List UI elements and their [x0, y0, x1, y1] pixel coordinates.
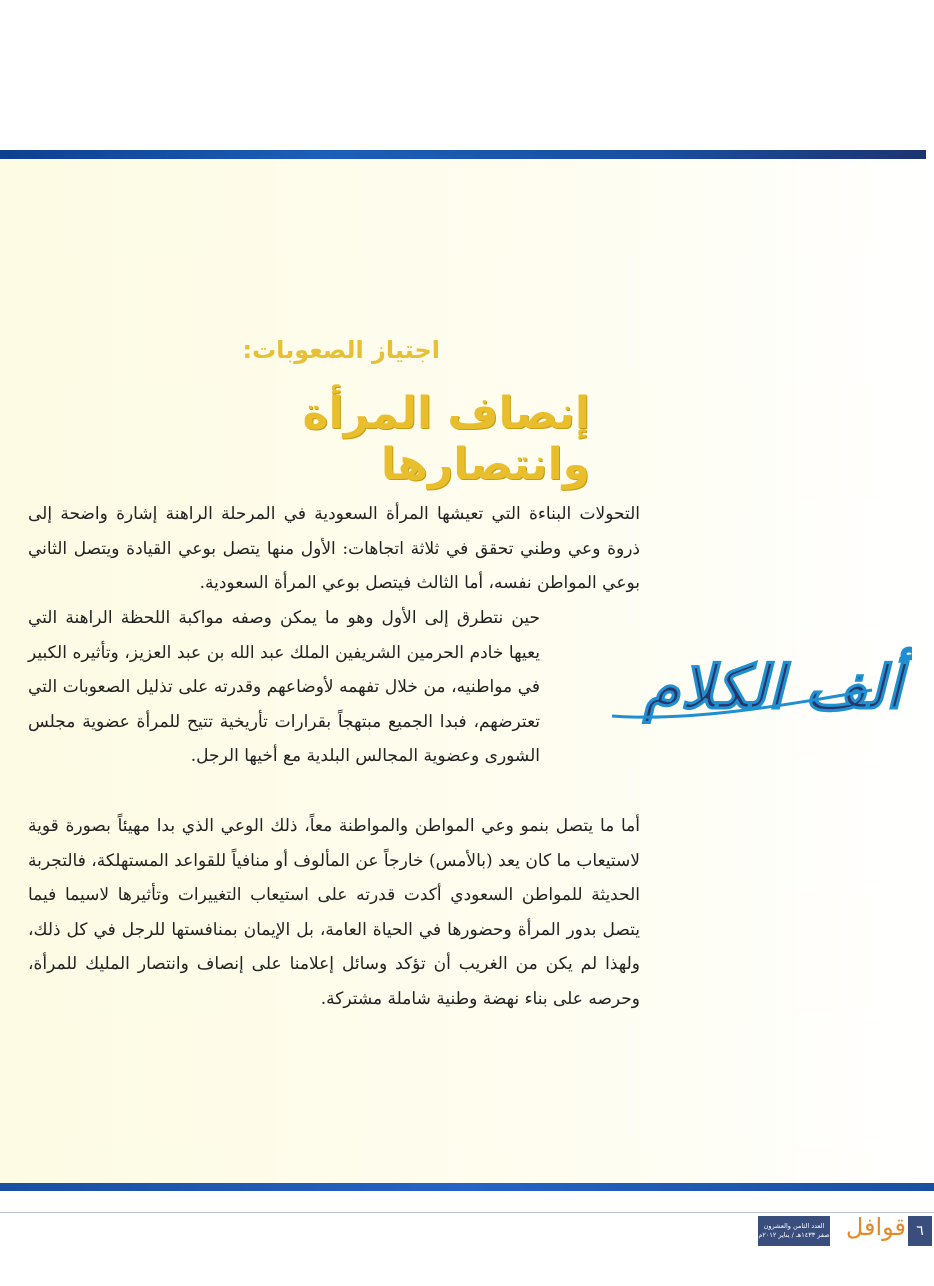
article-kicker: اجتياز الصعوبات:: [242, 336, 440, 364]
magazine-brand: قوافل: [845, 1213, 906, 1241]
article-paragraph-3: أما ما يتصل بنمو وعي المواطن والمواطنة معاً، ذلك الوعي الذي بدا مهيئاً بصورة قوية لاستيعاب ما كان يعد (بالأمس) خارجاً عن المألوف أو منافياً للقواعد المستهلكة، فالتجربة الحديثة للمواطن السعودي أكدت قدرته على استيعاب التغييرات وتأثيرها لاسيما فيما يتصل بدور المرأة وحضورها في الحياة العامة، بل الإيمان بمنافستها للرجل في كل ذلك، ولهذا لم يكن من الغريب أن تؤكد وسائل إعلامنا على إنصاف وانتصار المليك للمرأة، وحرصه على بناء نهضة وطنية شاملة مشتركة.: [28, 816, 640, 1009]
article-paragraph-2: حين نتطرق إلى الأول وهو ما يمكن وصفه مواكبة اللحظة الراهنة التي يعيها خادم الحرمين الشريفين الملك عبد الله بن عبد العزيز، وتأثيره الكبير في مواطنيه، من خلال تفهمه لأوضاعهم وقدرته على تذليل الصعوبات التي تعترضهم، فبدا الجميع مبتهجاً بقرارات تأريخية تتيح للمرأة عضوية مجلس الشورى وعضوية المجالس البلدية مع أخيها الرجل.: [28, 608, 540, 766]
top-blue-rule: [0, 150, 926, 159]
issue-info-box: [758, 1216, 830, 1246]
alf-alkalam-logo: [572, 630, 912, 730]
bottom-thin-rule: [0, 1212, 934, 1213]
page-number: ٦: [908, 1216, 932, 1246]
issue-number: العدد الثامن والعشرون: [763, 1222, 825, 1230]
article-paragraph-1: التحولات البناءة التي تعيشها المرأة السعودية في المرحلة الراهنة إشارة واضحة إلى ذروة وعي وطني تحقق في ثلاثة اتجاهات: الأول منها يتصل بوعي القيادة ويتصل الثاني بوعي المواطن نفسه، أما الثالث فيتصل بوعي المرأة السعودية.: [28, 504, 640, 593]
logo-text: ألف الكلام: [643, 653, 902, 723]
article-headline: إنصاف المرأة وانتصارها: [302, 388, 590, 490]
bottom-blue-rule: [0, 1183, 934, 1191]
footer-badge: [758, 1213, 934, 1246]
issue-date: صفر ١٤٣٣هـ / يناير ٢٠١٢م: [758, 1231, 830, 1239]
